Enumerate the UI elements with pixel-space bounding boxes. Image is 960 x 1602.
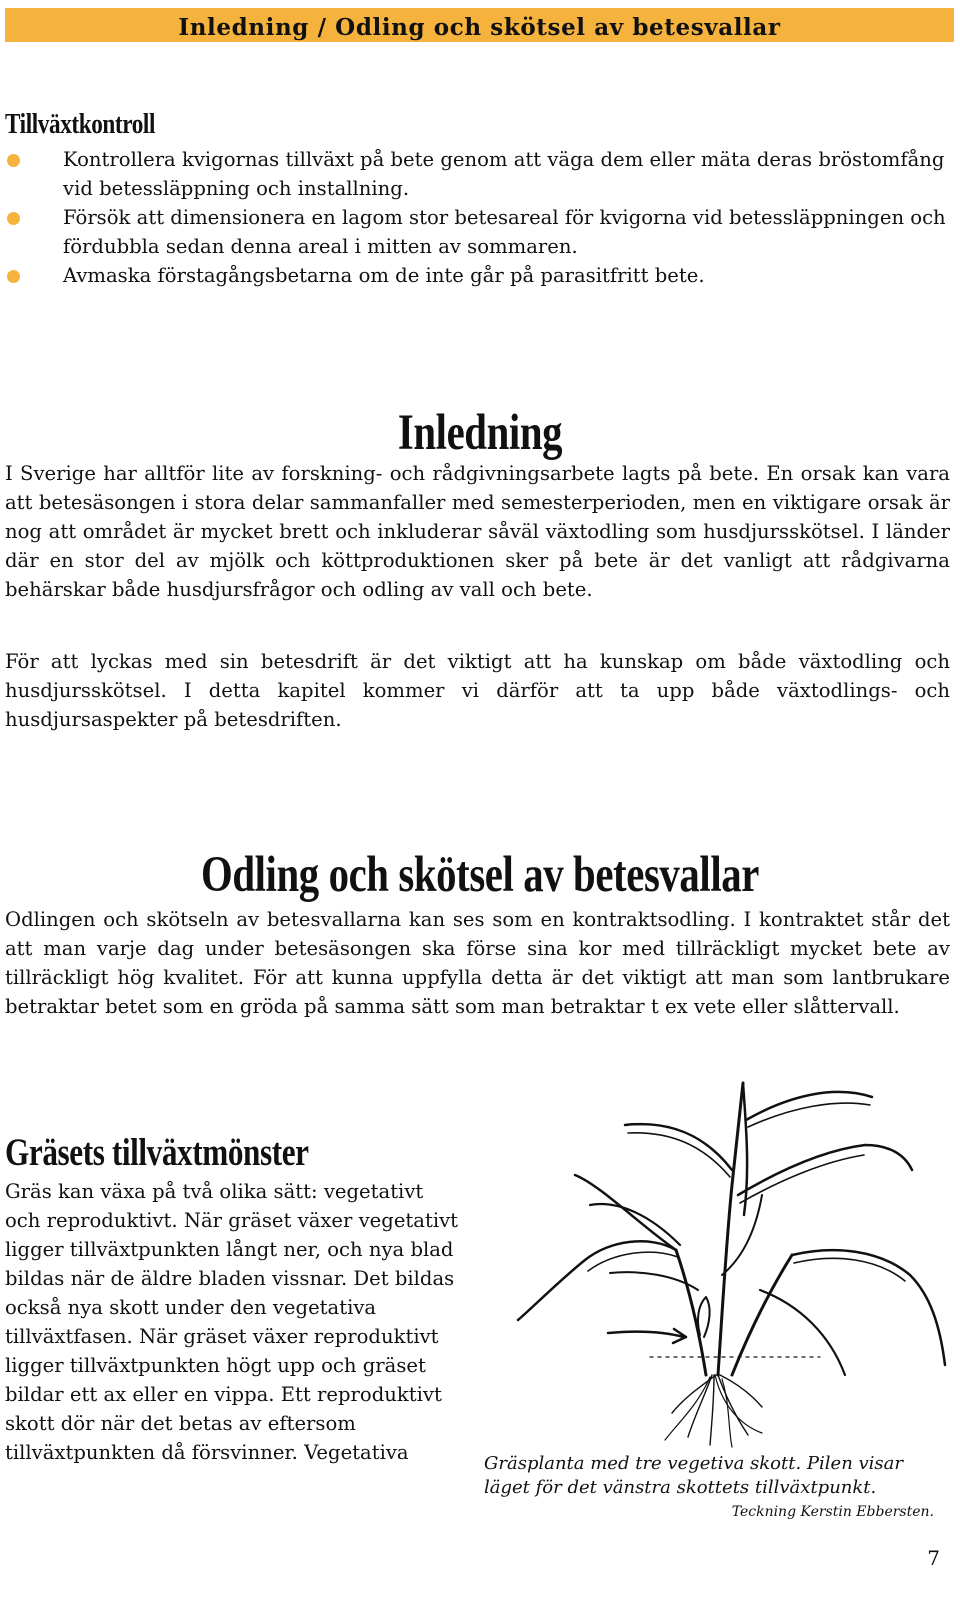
tillvaxtkontroll-heading: Tillväxtkontroll — [5, 108, 156, 140]
bullet-dot-icon — [7, 212, 20, 225]
bullet-dot-icon — [7, 270, 20, 283]
list-item — [5, 145, 950, 203]
header-bar — [5, 8, 954, 42]
header-title: Inledning / Odling och skötsel av betesvallar — [178, 14, 781, 41]
grasets-paragraph: Gräs kan växa på två olika sätt: vegetativt och reproduktivt. När gräset växer vegetativt ligger tillväxtpunkten långt ner, och nya blad bildas när de äldre bladen vissnar. Det bildas också nya skott under den vegetativa tillväxtfasen. När gräset växer reproduktivt ligger tillväxtpunkten högt upp och gräset bildar ett ax eller en vippa. Ett reproduktivt skott dör när det betas av eftersom tillväxtpunkten då försvinner. Vegetativa — [5, 1180, 459, 1464]
inledning-paragraph-1: I Sverige har alltför lite av forskning- och rådgivningsarbete lagts på bete. En orsak kan vara att betesäsongen i stora delar sammanfaller med semesterperioden, men en viktigare orsak är nog att området är mycket brett och inkluderar såväl växtodling som husdjursskötsel. I länder där en stor del av mjölk och köttproduktionen sker på bete är det vanligt att rådgivarna behärskar både husdjursfrågor och odling av vall och bete. — [5, 462, 950, 601]
list-item — [5, 203, 950, 261]
list-item-text: Avmaska förstagångsbetarna om de inte går på parasitfritt bete. — [63, 264, 705, 287]
odling-heading: Odling och skötsel av betesvallar — [200, 847, 760, 903]
figure-credit: Teckning Kerstin Ebbersten. — [731, 1504, 934, 1520]
list-item-text: Kontrollera kvigornas tillväxt på bete genom att väga dem eller mäta deras bröstomfång vid betessläppning och installning. — [63, 148, 945, 200]
inledning-heading: Inledning — [397, 405, 563, 461]
odling-paragraph: Odlingen och skötseln av betesvallarna kan ses som en kontraktsodling. I kontraktet står det att man varje dag under betesäsongen ska förse sina kor med tillräckligt mycket bete av tillräckligt hög kvalitet. För att kunna uppfylla detta är det viktigt att man som lantbrukare betraktar betet som en gröda på samma sätt som man betraktar t ex vete eller slåttervall. — [5, 908, 950, 1018]
figure-caption-line-2: läget för det vänstra skottets tillväxtpunkt. — [484, 1477, 877, 1498]
list-item — [5, 261, 950, 290]
list-item-text: Försök att dimensionera en lagom stor betesareal för kvigorna vid betessläppningen och fördubbla sedan denna areal i mitten av sommaren. — [63, 206, 946, 258]
bullet-dot-icon — [7, 154, 20, 167]
page-number: 7 — [927, 1546, 940, 1570]
tillvaxtkontroll-list — [5, 145, 950, 290]
inledning-paragraph-2: För att lyckas med sin betesdrift är det viktigt att ha kunskap om både växtodling och husdjursskötsel. I detta kapitel kommer vi därför att ta upp både växtodlings- och husdjursaspekter på betesdriften. — [5, 650, 950, 731]
figure-caption-line-1: Gräsplanta med tre vegetiva skott. Pilen visar — [484, 1453, 904, 1474]
grasets-heading: Gräsets tillväxtmönster — [5, 1131, 309, 1174]
grass-plant-illustration — [500, 1075, 955, 1455]
